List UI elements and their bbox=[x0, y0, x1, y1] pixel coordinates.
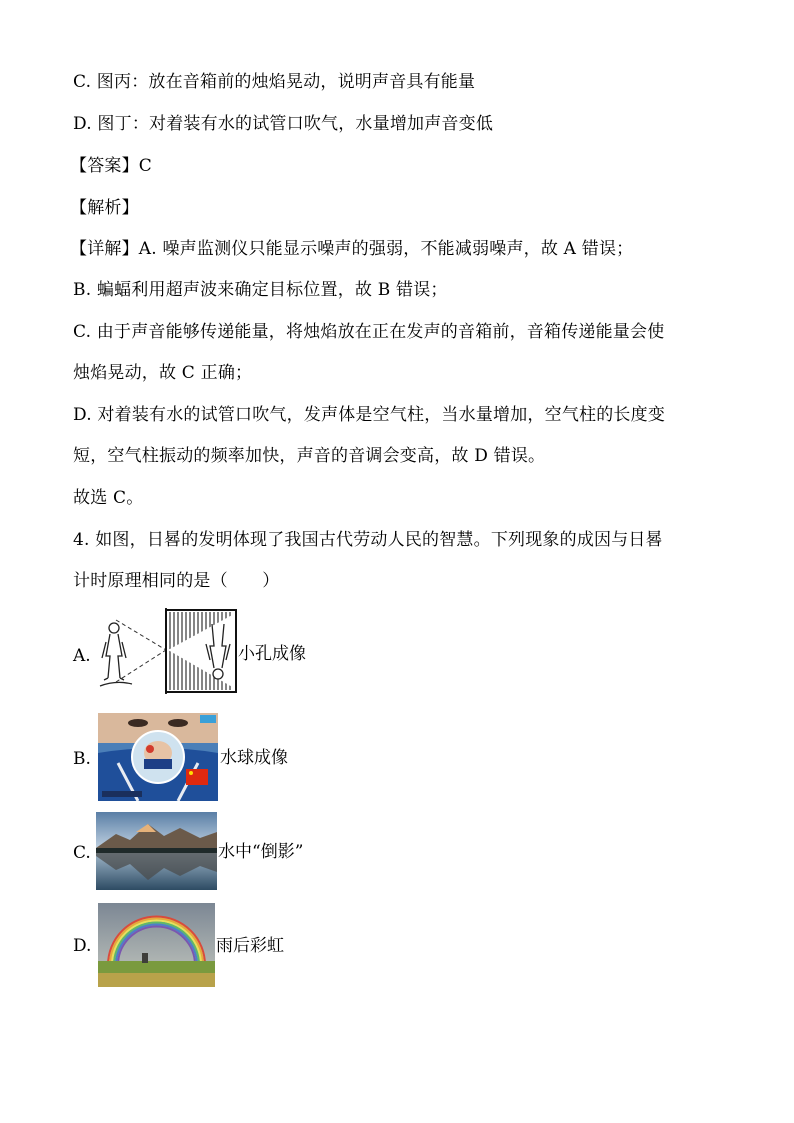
explanation-b: B. 蝙蝠利用超声波来确定目标位置，故 B 错误； bbox=[73, 280, 448, 300]
pinhole-imaging-image bbox=[96, 608, 238, 694]
option-b-label: B. bbox=[73, 749, 91, 769]
option-a-label: A. bbox=[73, 646, 91, 666]
explanation-c-line2: 烛焰晃动，故 C 正确； bbox=[73, 363, 253, 383]
water-ball-image bbox=[98, 713, 218, 801]
answer-line: 【答案】C bbox=[70, 156, 153, 176]
explanation-c-line1: C. 由于声音能够传递能量，将烛焰放在正在发声的音箱前，音箱传递能量会使 bbox=[73, 322, 665, 342]
question-4-line2: 计时原理相同的是（ ） bbox=[73, 571, 280, 591]
option-d-label: D. bbox=[73, 936, 92, 956]
option-d-text: 雨后彩虹 bbox=[216, 936, 284, 956]
explanation-a: 【详解】A. 噪声监测仪只能显示噪声的强弱，不能减弱噪声，故 A 错误； bbox=[70, 239, 634, 259]
explanation-d-line1: D. 对着装有水的试管口吹气，发声体是空气柱，当水量增加，空气柱的长度变 bbox=[73, 405, 666, 425]
explanation-d-line2: 短，空气柱振动的频率加快，声音的音调会变高，故 D 错误。 bbox=[73, 446, 546, 466]
option-d-statement: D. 图丁：对着装有水的试管口吹气，水量增加声音变低 bbox=[73, 114, 494, 134]
rainbow-image bbox=[98, 903, 215, 987]
option-c-label: C. bbox=[73, 843, 91, 863]
option-c-statement: C. 图丙：放在音箱前的烛焰晃动，说明声音具有能量 bbox=[73, 72, 476, 92]
analysis-heading: 【解析】 bbox=[70, 198, 139, 218]
final-choice: 故选 C。 bbox=[73, 488, 144, 508]
question-4-line1: 4. 如图，日晷的发明体现了我国古代劳动人民的智慧。下列现象的成因与日晷 bbox=[73, 530, 663, 550]
option-c-text: 水中“倒影” bbox=[218, 842, 304, 862]
option-a-text: 小孔成像 bbox=[238, 644, 306, 664]
mountain-reflection-image bbox=[96, 812, 217, 890]
option-b-text: 水球成像 bbox=[220, 748, 288, 768]
